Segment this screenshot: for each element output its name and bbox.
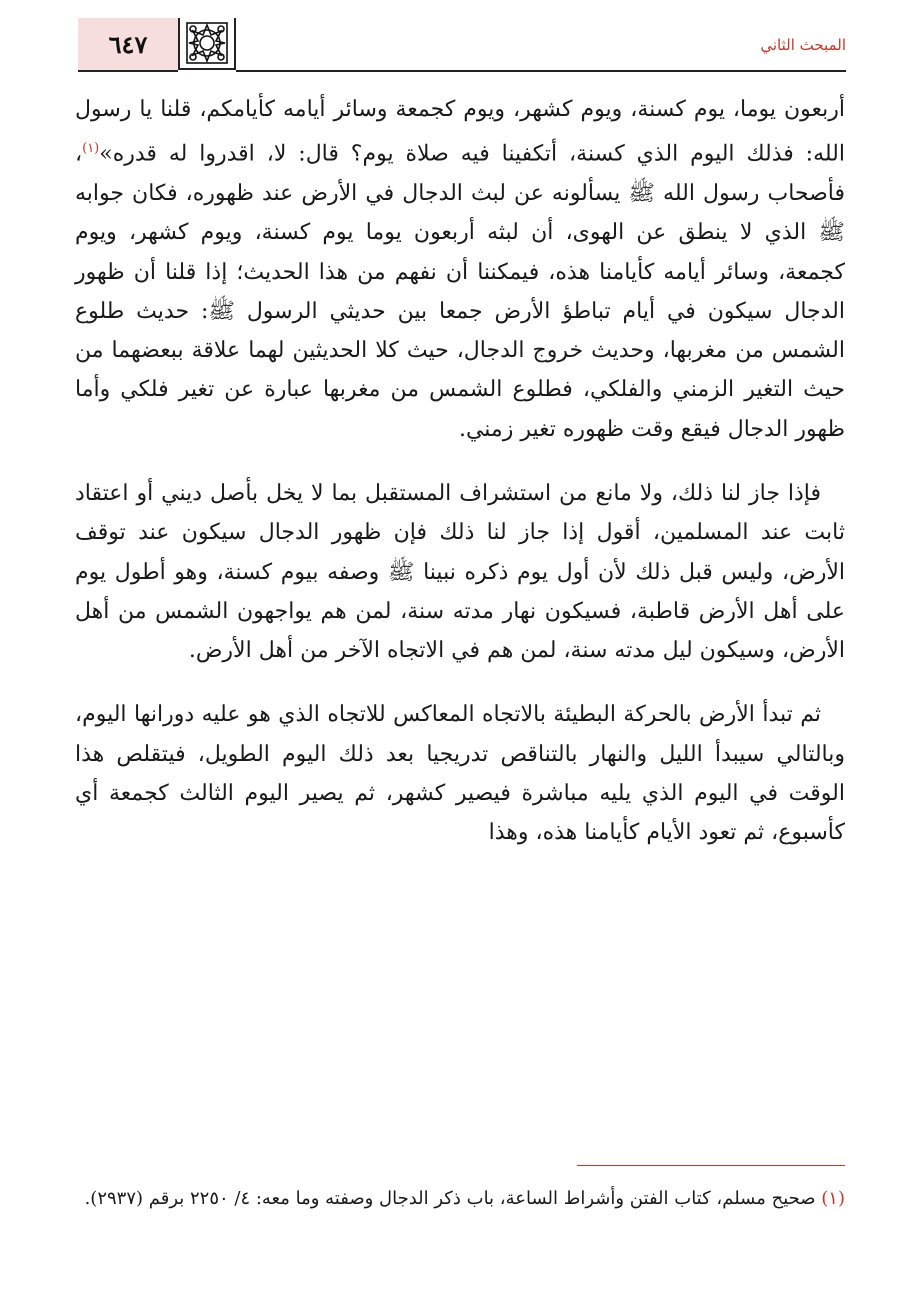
paragraph-1-text-before: أربعون يوما، يوم كسنة، ويوم كشهر، ويوم كجمعة وسائر أيامه كأيامكم، قلنا يا رسول الله: فذلك اليوم الذي كسنة، أتكفينا فيه صلاة يوم؟ قال: لا، اقدروا له قدره» [75, 97, 845, 167]
body-text [75, 90, 845, 878]
footnote-reference[interactable]: (١) [82, 141, 100, 157]
paragraph-2: فإذا جاز لنا ذلك، ولا مانع من استشراف المستقبل بما لا يخل بأصل ديني أو اعتقاد ثابت عند المسلمين، أقول إذا جاز لنا ذلك فإن ظهور الدجال سيكون عند توقف الأرض، وليس قبل ذلك لأن أول يوم ذكره نبينا ﷺ وصفه بيوم كسنة، وهو أطول يوم على أهل الأرض قاطبة، فسيكون نهار مدته سنة، لمن هم يواجهون الشمس من أهل الأرض، وسيكون ليل مدته سنة، لمن هم في الاتجاه الآخر من أهل الأرض. [75, 481, 845, 664]
paragraph-1-text-after: ، فأصحاب رسول الله ﷺ يسألونه عن لبث الدجال في الأرض عند ظهوره، فكان جوابه ﷺ الذي لا ينطق عن الهوى، أن لبثه أربعون يوما يوم كسنة، ويوم كشهر، ويوم كجمعة، وسائر أيامه كأيامنا هذه، فيمكننا أن نفهم من هذا الحديث؛ إذا قلنا أن ظهور الدجال سيكون في أيام تباطؤ الأرض جمعا بين حديثي الرسول ﷺ: حديث طلوع الشمس من مغربها، وحديث خروج الدجال، حيث كلا الحديثين لهما علاقة ببعضهما من حيث التغير الزمني والفلكي، فطلوع الشمس من مغربها عبارة عن تغير فلكي وأما ظهور الدجال فيقع وقت ظهوره تغير زمني. [75, 141, 845, 442]
page-number: ٦٤٧ [78, 18, 178, 72]
footnote-divider [577, 1165, 845, 1166]
section-title: المبحث الثاني [760, 36, 846, 54]
page-header [78, 18, 846, 72]
footnote-number: (١) [821, 1188, 845, 1209]
header-rule [236, 70, 846, 72]
geometric-ornament-icon [178, 18, 236, 70]
paragraph-3: ثم تبدأ الأرض بالحركة البطيئة بالاتجاه المعاكس للاتجاه الذي هو عليه دورانها اليوم، وبالتالي سيبدأ الليل والنهار بالتناقص تدريجيا بعد ذلك اليوم الطويل، فيتقلص هذا الوقت في اليوم الذي يليه مباشرة فيصير كشهر، ثم يصير اليوم الثالث كجمعة أي كأسبوع، ثم تعود الأيام كأيامنا هذه، وهذا [75, 702, 845, 846]
paragraph-1 [75, 90, 845, 449]
footnote-text: صحيح مسلم، كتاب الفتن وأشراط الساعة، باب ذكر الدجال وصفته وما معه: ٤/ ٢٢٥٠ برقم (٢٩٣٧). [84, 1188, 816, 1209]
footnote [75, 1183, 845, 1215]
